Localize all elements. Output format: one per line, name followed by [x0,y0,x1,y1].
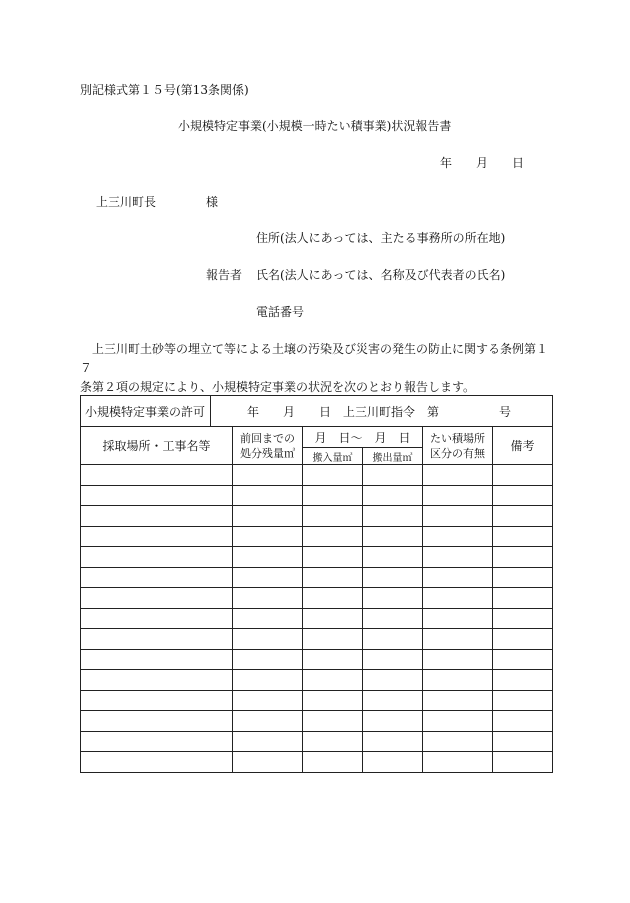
header-previous-line2: 処分残量㎥ [240,446,295,460]
header-zone-line1: たい積場所 [430,431,485,445]
cell-inflow [303,567,363,588]
address-label: 住所(法人にあっては、主たる事務所の所在地) [256,231,506,245]
cell-remarks [493,629,553,650]
cell-deposit-zone [423,690,493,711]
cell-deposit-zone [423,752,493,773]
cell-location [81,547,233,568]
cell-outflow [363,711,423,732]
permit-label: 小規模特定事業の許可 [81,396,211,427]
cell-location [81,690,233,711]
cell-outflow [363,526,423,547]
cell-outflow [363,608,423,629]
cell-remarks [493,752,553,773]
cell-deposit-zone [423,465,493,486]
table-row [81,465,553,486]
cell-location [81,731,233,752]
cell-deposit-zone [423,649,493,670]
cell-previous-remaining [233,547,303,568]
cell-outflow [363,731,423,752]
cell-inflow [303,547,363,568]
cell-location [81,567,233,588]
cell-deposit-zone [423,526,493,547]
table-row [81,506,553,527]
cell-outflow [363,629,423,650]
cell-location [81,465,233,486]
body-line-1: 上三川町土砂等の埋立て等による土壌の汚染及び災害の発生の防止に関する条例第１７ [80,342,549,375]
body-line-2: 条第２項の規定により、小規模特定事業の状況を次のとおり報告します。 [80,380,476,394]
table-row [81,670,553,691]
form-number: 別記様式第１５号(第13条関係) [80,83,249,97]
cell-location [81,485,233,506]
table-row [81,629,553,650]
cell-deposit-zone [423,588,493,609]
cell-outflow [363,567,423,588]
cell-inflow [303,711,363,732]
cell-outflow [363,752,423,773]
cell-inflow [303,752,363,773]
table-row [81,588,553,609]
cell-previous-remaining [233,649,303,670]
cell-location [81,711,233,732]
date-line: 年 月 日 [440,156,525,170]
header-deposit-zone [423,427,493,465]
cell-deposit-zone [423,506,493,527]
cell-remarks [493,465,553,486]
body-paragraph [80,340,550,397]
cell-previous-remaining [233,485,303,506]
table-row [81,526,553,547]
cell-inflow [303,526,363,547]
cell-outflow [363,465,423,486]
cell-outflow [363,649,423,670]
cell-location [81,608,233,629]
cell-remarks [493,711,553,732]
cell-location [81,649,233,670]
cell-outflow [363,506,423,527]
cell-previous-remaining [233,588,303,609]
cell-deposit-zone [423,547,493,568]
cell-remarks [493,670,553,691]
cell-outflow [363,547,423,568]
header-outflow: 搬出量㎥ [363,448,423,465]
cell-location [81,588,233,609]
cell-remarks [493,690,553,711]
table-row [81,485,553,506]
cell-previous-remaining [233,567,303,588]
cell-remarks [493,608,553,629]
cell-previous-remaining [233,690,303,711]
cell-outflow [363,588,423,609]
table-row [81,690,553,711]
cell-deposit-zone [423,608,493,629]
cell-inflow [303,465,363,486]
cell-inflow [303,608,363,629]
header-period: 月 日～ 月 日 [303,427,423,448]
cell-deposit-zone [423,567,493,588]
cell-previous-remaining [233,608,303,629]
cell-previous-remaining [233,629,303,650]
cell-previous-remaining [233,731,303,752]
cell-location [81,670,233,691]
table-row [81,567,553,588]
table-row [81,711,553,732]
table-row [81,608,553,629]
honorific: 様 [206,195,219,209]
cell-previous-remaining [233,465,303,486]
cell-remarks [493,485,553,506]
cell-inflow [303,506,363,527]
cell-inflow [303,690,363,711]
header-inflow: 搬入量㎥ [303,448,363,465]
header-zone-line2: 区分の有無 [430,446,485,460]
table-row [81,649,553,670]
cell-location [81,629,233,650]
cell-location [81,752,233,773]
cell-inflow [303,588,363,609]
cell-remarks [493,567,553,588]
cell-inflow [303,731,363,752]
document-title: 小規模特定事業(小規模一時たい積事業)状況報告書 [178,119,452,133]
cell-deposit-zone [423,711,493,732]
cell-deposit-zone [423,731,493,752]
cell-inflow [303,485,363,506]
permit-detail: 年 月 日 上三川町指令 第 号 [211,396,553,427]
cell-remarks [493,506,553,527]
cell-deposit-zone [423,670,493,691]
cell-remarks [493,731,553,752]
header-location: 採取場所・工事名等 [81,427,233,465]
cell-previous-remaining [233,670,303,691]
cell-deposit-zone [423,485,493,506]
cell-previous-remaining [233,506,303,527]
cell-location [81,526,233,547]
report-table [80,395,553,773]
reporter-label: 報告者 [206,268,243,282]
cell-remarks [493,547,553,568]
cell-inflow [303,649,363,670]
cell-remarks [493,526,553,547]
cell-inflow [303,670,363,691]
name-label: 氏名(法人にあっては、名称及び代表者の氏名) [256,268,506,282]
cell-outflow [363,670,423,691]
header-remarks: 備考 [493,427,553,465]
cell-outflow [363,485,423,506]
cell-previous-remaining [233,711,303,732]
addressee: 上三川町長 [96,195,157,209]
cell-deposit-zone [423,629,493,650]
table-row [81,547,553,568]
phone-label: 電話番号 [256,305,305,319]
cell-previous-remaining [233,526,303,547]
header-previous-remaining [233,427,303,465]
table-row [81,752,553,773]
cell-remarks [493,588,553,609]
cell-remarks [493,649,553,670]
cell-inflow [303,629,363,650]
header-previous-line1: 前回までの [240,431,295,445]
cell-previous-remaining [233,752,303,773]
table-row [81,731,553,752]
cell-location [81,506,233,527]
cell-outflow [363,690,423,711]
